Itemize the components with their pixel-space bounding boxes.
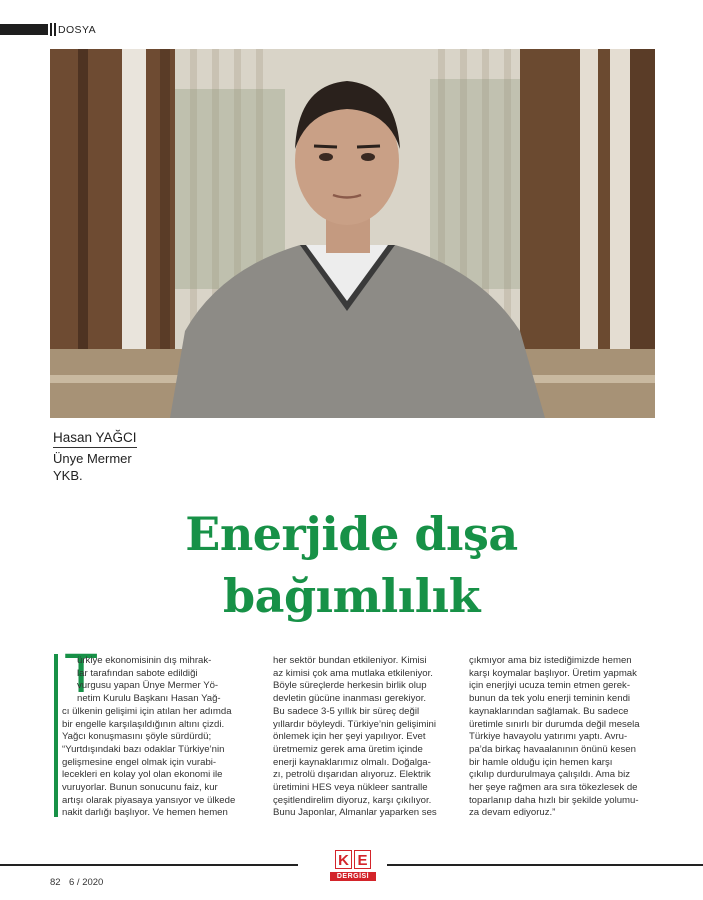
article-column-2 [273,655,453,820]
text-line: çıkılıp durdurulmaya çalışıldı. Ama biz [469,769,631,781]
text-line: bir engelle karşılaşıldığının altını çizdi. [62,718,225,730]
dropcap: T [64,641,99,704]
section-divider [50,23,52,36]
text-line: devletin gücüne inanması gerekiyor. [273,693,427,705]
logo-subtitle: DERGİSİ [330,872,376,881]
text-line: zı, petrolü dışarıdan alıyoruz. Elektrik [273,769,431,781]
text-line: yıllardır böyleydi. Türkiye’nin gelişimini [273,718,436,730]
text-line: nakit darlığı başlıyor. Ve hemen hemen [62,807,228,819]
text-line: çıkmıyor ama biz istediğimizde hemen [469,655,632,666]
text-line: bir hamle olduğu için hemen karşı [469,756,613,768]
footer-rule [387,864,703,866]
text-line: vurgusu yapan Ünye Mermer Yö- [77,680,219,692]
text-line: üretimini HES veya nükleer santralle [273,782,428,794]
text-line: cı ülkenin gelişimi için atılan her adımda [62,705,232,717]
text-line: lar tarafından sabote edildiği [77,667,198,679]
text-line: ürkiye ekonomisinin dış mihrak- [77,655,212,666]
text-line: Türkiye havayolu yatırımı yaptı. Avru- [469,731,628,743]
text-line: za devam ediyoruz.” [469,807,556,819]
logo-letter-k: K [335,850,352,869]
text-line: Yağcı konuşmasını şöyle sürdürdü; [62,731,212,743]
text-line: “Yurtdışındaki bazı odaklar Türkiye’nin [62,743,225,755]
headline-line: Enerjide dışa [185,507,518,561]
text-line: az kimisi çok ama mutlaka etkileniyor. [273,667,433,679]
text-line: gelişmesine engel olmak için vurabi- [62,756,217,768]
text-line: kaynaklarından sağlamak. Bu sadece [469,705,629,717]
page-number: 82 [50,877,61,888]
text-line: pa’da birkaç havaalanının önünü kesen [469,743,636,755]
text-line: enerji kaynaklarımız olmalı. Doğalga- [273,756,431,768]
magazine-logo [330,850,376,885]
text-line: Bunu Japonlar, Almanlar yaparken ses [273,807,437,819]
article-column-3 [469,655,659,820]
text-line: artışı olarak piyasaya yansıyor ve ülkede [62,794,236,806]
text-line: Böyle süreçlerde herkesin birlik olup [273,680,427,692]
text-line: çeşitlendirelim diyoruz, karşı çıkılıyor. [273,794,432,806]
logo-letter-e: E [354,850,371,869]
text-line: vuruyorlar. Bunun sonucunu faiz, kur [62,782,218,794]
text-line: karşı koymalar başlıyor. Üretim yapmak [469,667,637,679]
text-line: lecekleri en kolay yol olan ekonomi ile [62,769,223,781]
headline [0,503,703,627]
issue-date: 6 / 2020 [69,877,104,888]
text-line: bunun da tek yolu enerji teminin kendi [469,693,631,705]
section-divider [54,23,56,36]
text-line: üretimle sınırlı bir durumda değil mesela [469,718,640,730]
portrait-photo [50,49,655,418]
footer-rule [0,864,298,866]
article-column-1 [62,655,259,820]
accent-bar [54,654,58,817]
text-line: üretmemiz gerek ama üretim içinde [273,743,423,755]
text-line: netim Kurulu Başkanı Hasan Yağ- [77,693,221,705]
text-line: her sektör bundan etkileniyor. Kimisi [273,655,427,666]
section-label: DOSYA [58,24,96,36]
caption-title: Ünye Mermer YKB. [53,451,132,483]
text-line: Bu sadece 3-5 yıllık bir süreç değil [273,705,420,717]
section-marker-bar [0,24,48,35]
caption-name: Hasan YAĞCI [53,430,137,448]
text-line: toparlanıp daha hızlı bir şekilde yolumu- [469,794,639,806]
headline-line: bağımlılık [222,569,481,623]
text-line: için enerjiyi ucuza temin etmen gerek- [469,680,631,692]
text-line: her şeye rağmen ara sıra tökezlesek de [469,782,638,794]
text-line: önlemek için her şeyi yapılıyor. Evet [273,731,426,743]
